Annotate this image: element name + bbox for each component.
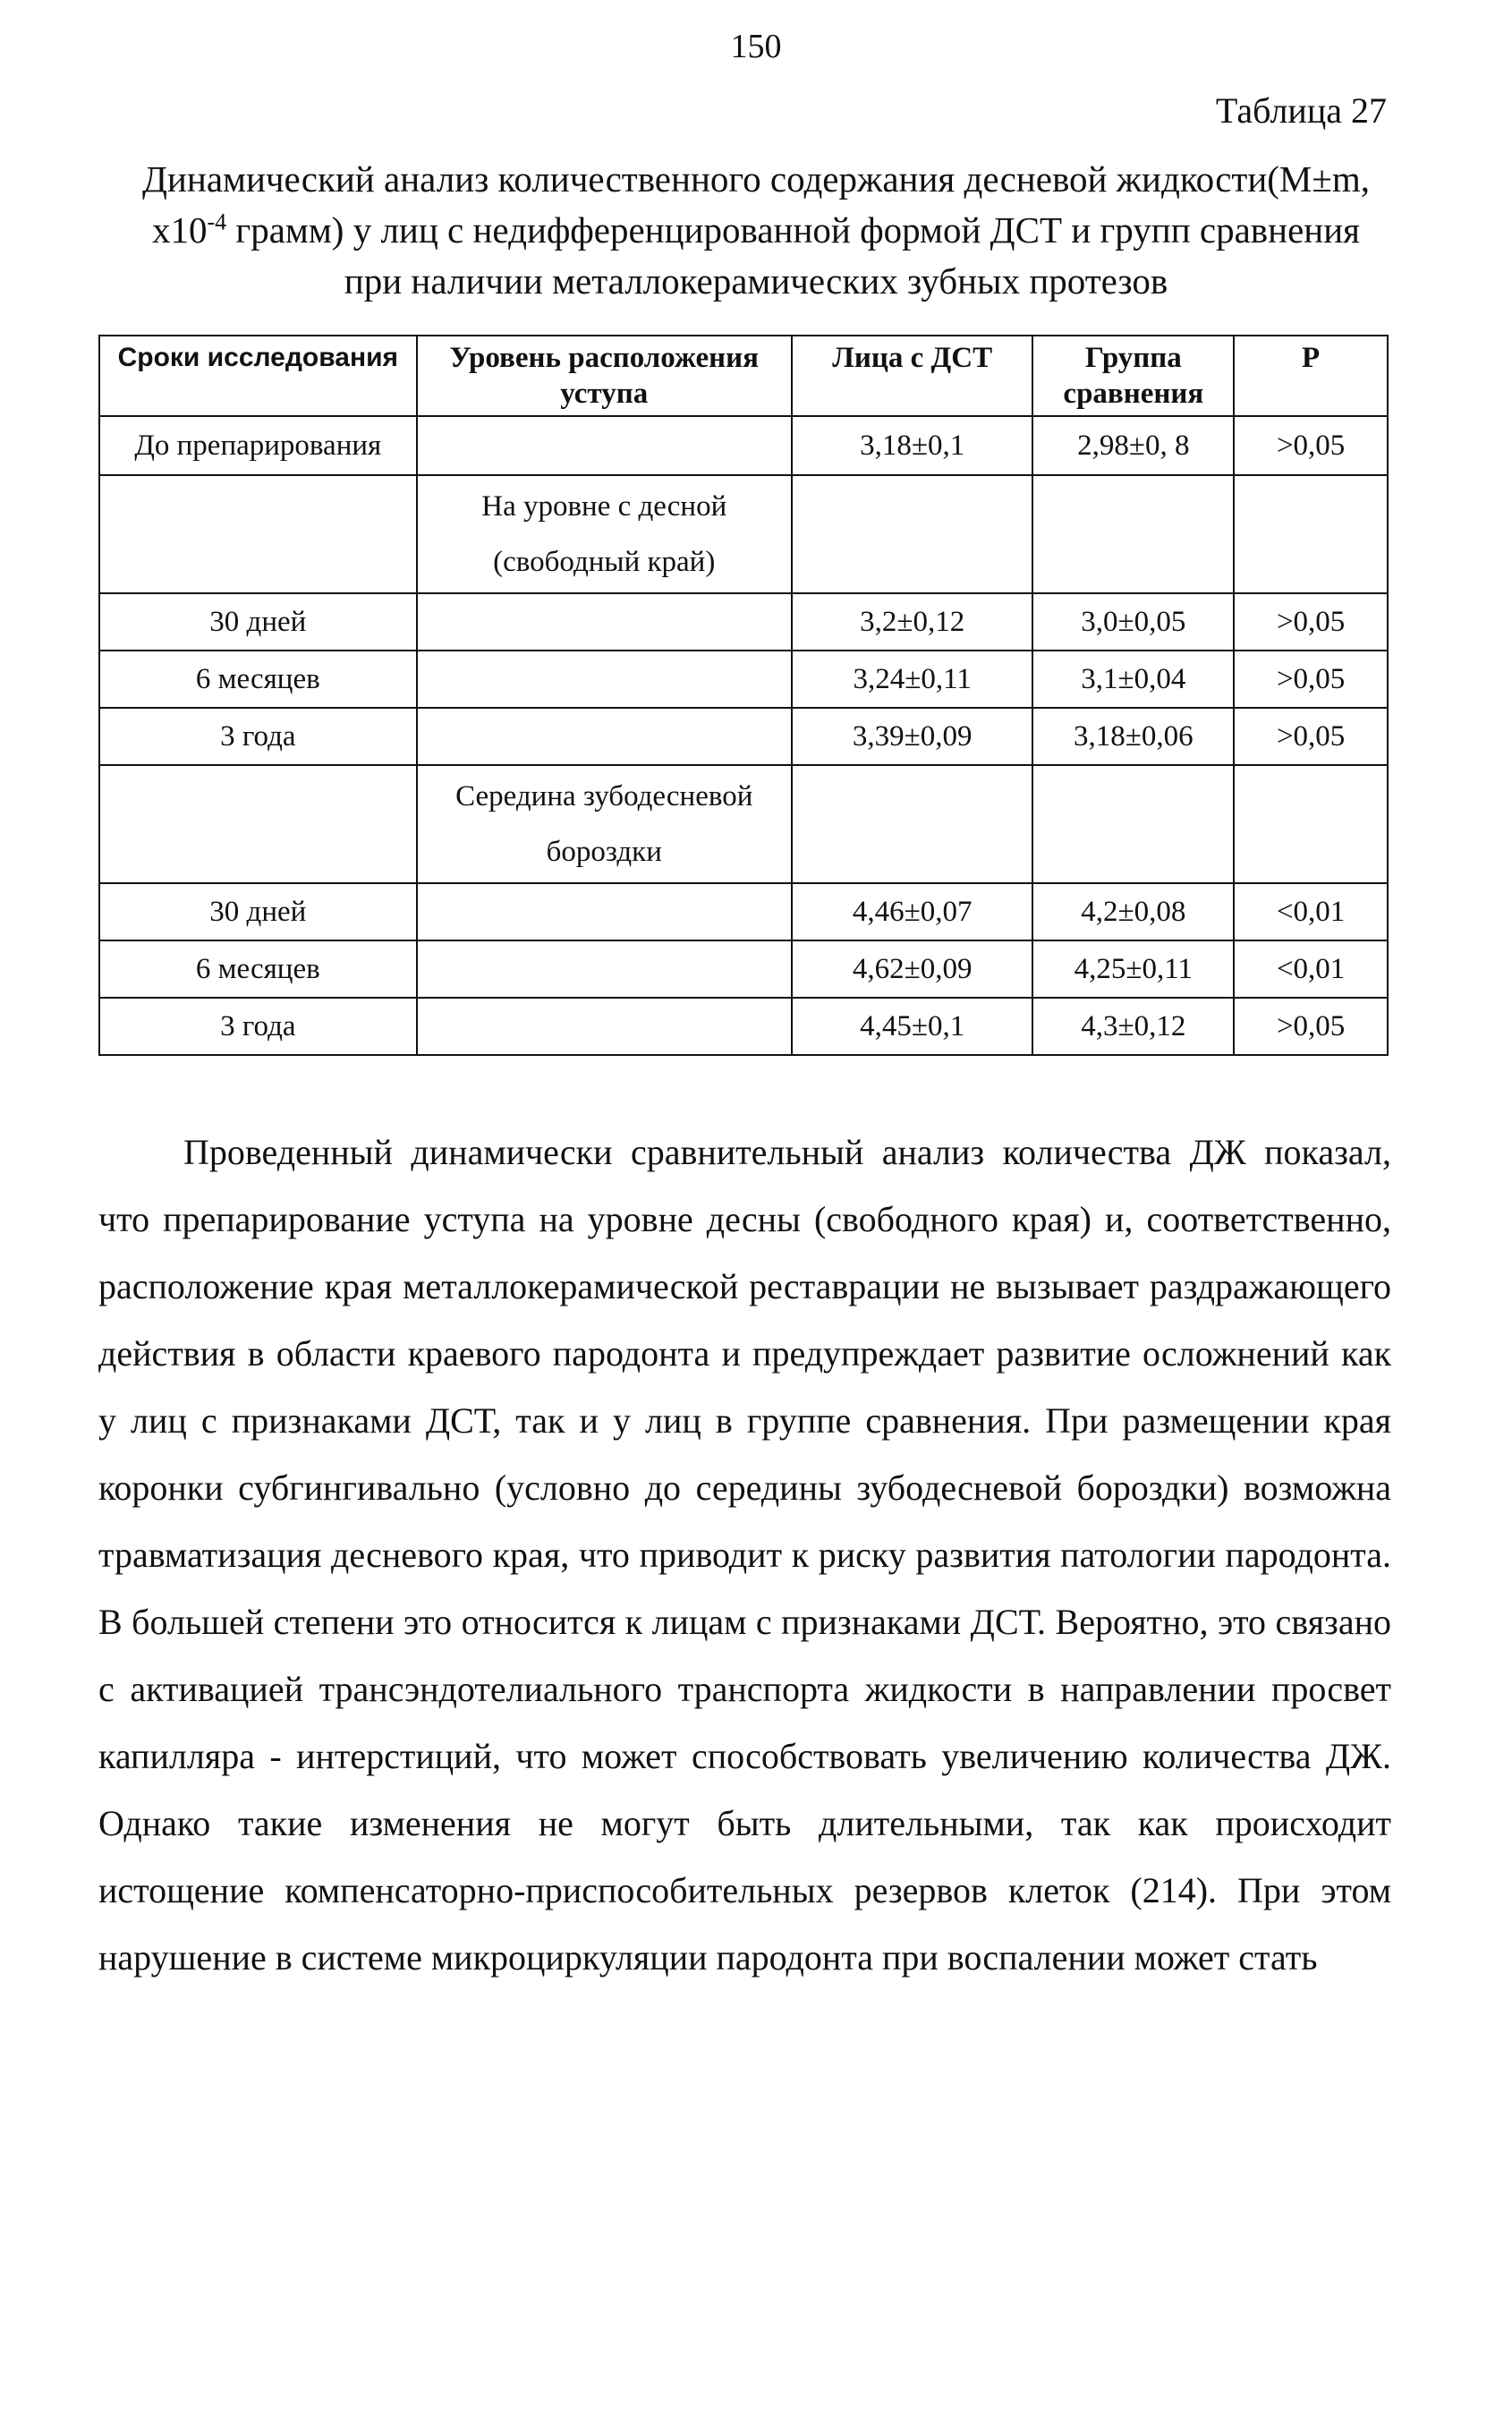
cell-p: <0,01 xyxy=(1234,940,1388,998)
cell-p: >0,05 xyxy=(1234,593,1388,651)
cell-comparison xyxy=(1032,765,1234,883)
cell-term: 30 дней xyxy=(99,593,417,651)
cell-dst: 3,39±0,09 xyxy=(792,708,1033,765)
cell-term xyxy=(99,475,417,593)
table-row xyxy=(99,593,1388,651)
cell-p: >0,05 xyxy=(1234,708,1388,765)
cell-level xyxy=(417,883,792,940)
cell-comparison xyxy=(1032,475,1234,593)
cell-term: 6 месяцев xyxy=(99,940,417,998)
header-level: Уровень расположения уступа xyxy=(417,336,792,416)
table-row xyxy=(99,883,1388,940)
cell-term: 6 месяцев xyxy=(99,651,417,708)
caption-text-1: Динамический анализ количественного содержания десневой жидкости(M±m, x10 xyxy=(141,158,1371,251)
header-p: Р xyxy=(1234,336,1388,416)
table-row-level xyxy=(99,475,1388,593)
data-table xyxy=(98,335,1389,1056)
header-dst: Лица с ДСТ xyxy=(792,336,1033,416)
table-row-level xyxy=(99,765,1388,883)
cell-level xyxy=(417,708,792,765)
cell-p xyxy=(1234,475,1388,593)
cell-comparison: 3,1±0,04 xyxy=(1032,651,1234,708)
cell-comparison: 4,25±0,11 xyxy=(1032,940,1234,998)
cell-term: 30 дней xyxy=(99,883,417,940)
cell-dst: 3,2±0,12 xyxy=(792,593,1033,651)
cell-level: Середина зубодесневой бороздки xyxy=(417,765,792,883)
cell-dst: 4,45±0,1 xyxy=(792,998,1033,1055)
cell-level xyxy=(417,593,792,651)
table-row xyxy=(99,940,1388,998)
cell-dst xyxy=(792,475,1033,593)
caption-exponent: -4 xyxy=(207,208,227,235)
cell-p: <0,01 xyxy=(1234,883,1388,940)
cell-p: >0,05 xyxy=(1234,416,1388,475)
header-terms: Сроки исследования xyxy=(99,336,417,416)
cell-term: 3 года xyxy=(99,998,417,1055)
cell-term: До препарирования xyxy=(99,416,417,475)
caption-text-2: грамм) у лиц с недифференцированной формой ДСТ и групп сравнения при наличии металлокерамических зубных протезов xyxy=(226,209,1361,302)
cell-dst: 4,62±0,09 xyxy=(792,940,1033,998)
cell-level xyxy=(417,940,792,998)
table-caption xyxy=(125,154,1387,307)
table-label: Таблица 27 xyxy=(1215,90,1387,131)
cell-dst: 4,46±0,07 xyxy=(792,883,1033,940)
header-comparison: Группа сравнения xyxy=(1032,336,1234,416)
table-row xyxy=(99,651,1388,708)
cell-p: >0,05 xyxy=(1234,651,1388,708)
cell-level xyxy=(417,651,792,708)
table-row xyxy=(99,708,1388,765)
table-header-row xyxy=(99,336,1388,416)
cell-comparison: 3,18±0,06 xyxy=(1032,708,1234,765)
cell-dst: 3,24±0,11 xyxy=(792,651,1033,708)
cell-level: На уровне с десной (свободный край) xyxy=(417,475,792,593)
cell-comparison: 4,2±0,08 xyxy=(1032,883,1234,940)
table-row xyxy=(99,998,1388,1055)
cell-p xyxy=(1234,765,1388,883)
cell-comparison: 3,0±0,05 xyxy=(1032,593,1234,651)
cell-level xyxy=(417,998,792,1055)
body-paragraph: Проведенный динамически сравнительный анализ количества ДЖ показал, что препарирование уступа на уровне десны (свободного края) и, соответственно, расположение края металлокерамической реставрации не вызывает раздражающего действия в области краевого пародонта и предупреждает развитие осложнений как у лиц с признаками ДСТ, так и у лиц в группе сравнения. При размещении края коронки субгингивально (условно до середины зубодесневой бороздки) возможна травматизация десневого края, что приводит к риску развития патологии пародонта. В большей степени это относится к лицам с признаками ДСТ. Вероятно, это связано с активацией трансэндотелиального транспорта жидкости в направлении просвет капилляра - интерстиций, что может способствовать увеличению количества ДЖ. Однако такие изменения не могут быть длительными, так как происходит истощение компенсаторно-приспособительных резервов клеток (214). При этом нарушение в системе микроциркуляции пародонта при воспалении может стать xyxy=(98,1132,1391,1978)
cell-comparison: 2,98±0, 8 xyxy=(1032,416,1234,475)
table-row xyxy=(99,416,1388,475)
cell-dst: 3,18±0,1 xyxy=(792,416,1033,475)
cell-p: >0,05 xyxy=(1234,998,1388,1055)
cell-comparison: 4,3±0,12 xyxy=(1032,998,1234,1055)
cell-dst xyxy=(792,765,1033,883)
cell-term xyxy=(99,765,417,883)
cell-term: 3 года xyxy=(99,708,417,765)
cell-level xyxy=(417,416,792,475)
page-number: 150 xyxy=(730,28,782,65)
